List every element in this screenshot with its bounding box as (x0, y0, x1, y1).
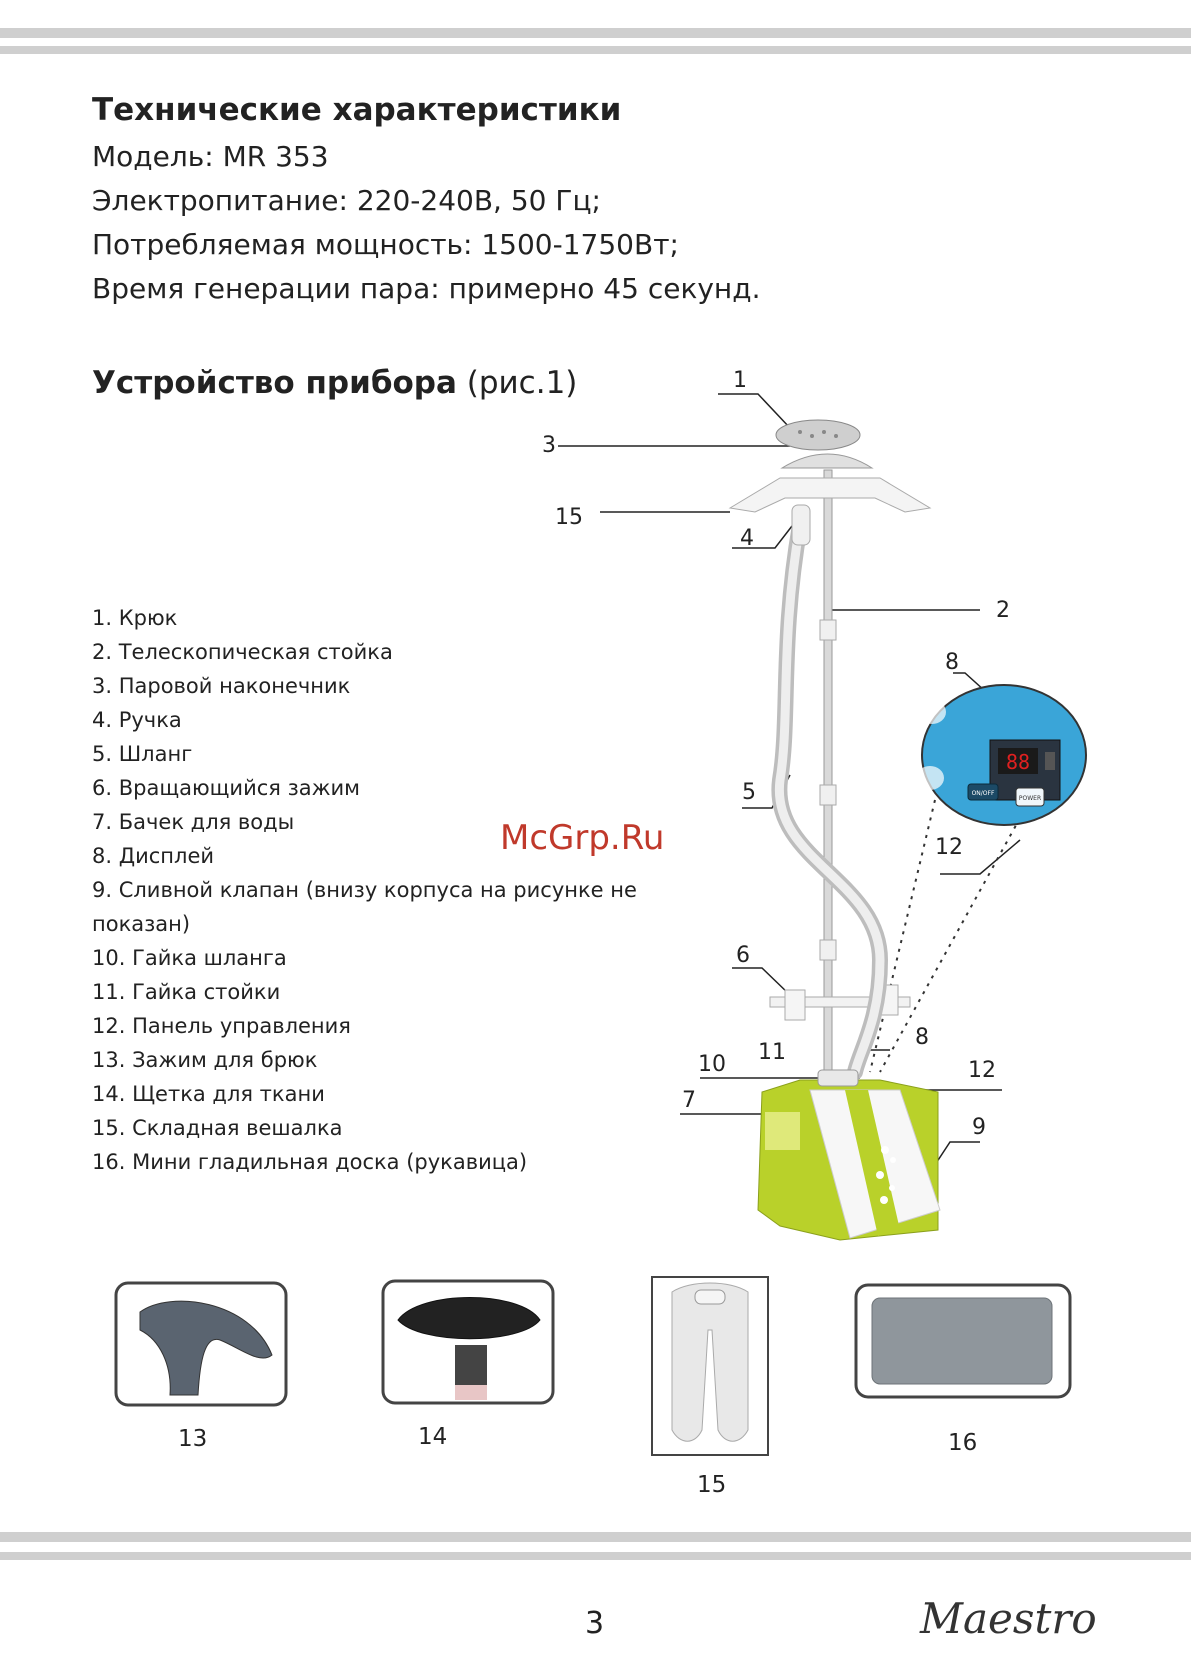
list-item: 6. Вращающийся зажим (92, 776, 361, 800)
list-item: 1. Крюк (92, 606, 178, 630)
bottom-stripe (0, 1532, 1191, 1542)
list-item: 2. Телескопическая стойка (92, 640, 393, 664)
list-item: 15. Складная вешалка (92, 1116, 343, 1140)
caption-15: 15 (697, 1472, 727, 1498)
callout-2: 2 (996, 598, 1010, 623)
spec-steam-time: Время генерации пара: примерно 45 секунд. (92, 272, 761, 305)
callout-10: 10 (698, 1052, 726, 1077)
list-item: 13. Зажим для брюк (92, 1048, 318, 1072)
page-number: 3 (585, 1606, 605, 1641)
list-item: 10. Гайка шланга (92, 946, 287, 970)
bottom-stripe-thin (0, 1552, 1191, 1560)
spec-power-supply: Электропитание: 220-240В, 50 Гц; (92, 184, 601, 217)
list-item: 3. Паровой наконечник (92, 674, 351, 698)
list-item: 7. Бачек для воды (92, 810, 295, 834)
figure-ref: (рис.1) (466, 365, 578, 401)
callout-11: 11 (758, 1040, 786, 1065)
callout-8: 8 (945, 650, 959, 675)
callout-4: 4 (740, 526, 754, 551)
list-item: 4. Ручка (92, 708, 182, 732)
list-item: 5. Шланг (92, 742, 193, 766)
caption-16: 16 (948, 1430, 978, 1456)
list-item: 8. Дисплей (92, 844, 215, 868)
list-item: 14. Щетка для ткани (92, 1082, 325, 1106)
list-item: 11. Гайка стойки (92, 980, 281, 1004)
spec-model: Модель: MR 353 (92, 140, 329, 173)
callout-7: 7 (682, 1088, 696, 1113)
spec-power-consumption: Потребляемая мощность: 1500-1750Вт; (92, 228, 679, 261)
button-onoff: ON/OFF (971, 790, 995, 797)
watermark: McGrp.Ru (500, 818, 665, 858)
caption-13: 13 (178, 1426, 208, 1452)
caption-14: 14 (418, 1424, 448, 1450)
callout-3: 3 (542, 433, 556, 458)
callout-9: 9 (972, 1115, 986, 1140)
callout-15: 15 (555, 505, 583, 530)
specs-title: Технические характеристики (92, 92, 622, 128)
list-item: 16. Мини гладильная доска (рукавица) (92, 1150, 528, 1174)
callout-8b: 8 (915, 1025, 929, 1050)
brand-logo: Maestro (920, 1594, 1097, 1643)
callout-1: 1 (733, 368, 747, 393)
list-item: 12. Панель управления (92, 1014, 351, 1038)
callout-5: 5 (742, 780, 756, 805)
display-digits: 88 (1005, 750, 1031, 774)
callout-12: 12 (935, 835, 963, 860)
callout-12b: 12 (968, 1058, 996, 1083)
button-power: POWER (1018, 795, 1042, 802)
callout-6: 6 (736, 943, 750, 968)
list-item: 9. Сливной клапан (внизу корпуса на рисунке не показан) (92, 878, 637, 936)
device-title-text: Устройство прибора (92, 365, 457, 401)
